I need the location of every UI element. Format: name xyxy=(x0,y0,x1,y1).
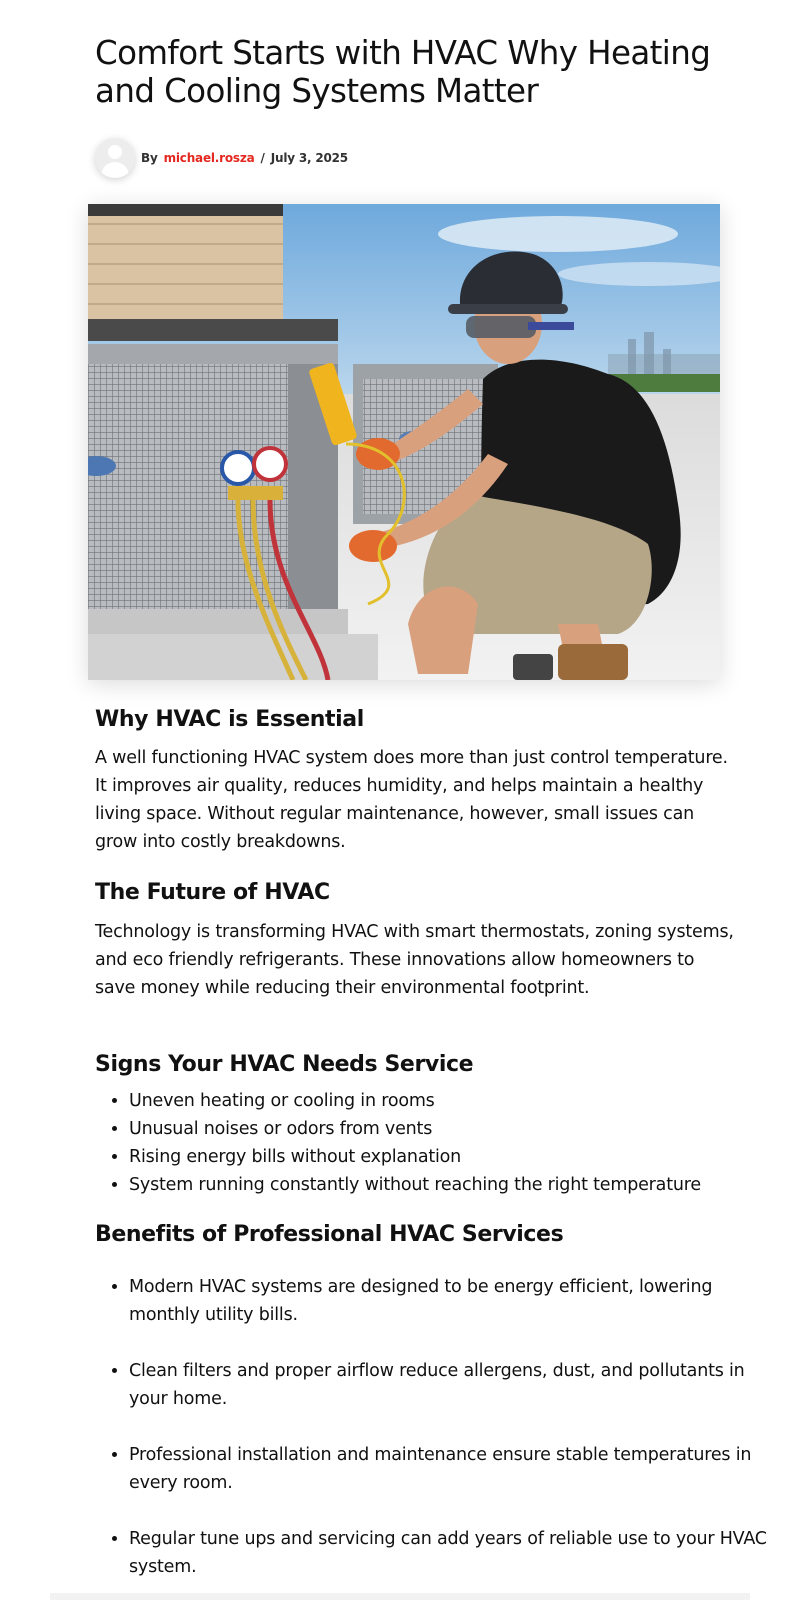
meta-separator: / xyxy=(260,151,265,165)
list-item: • Modern HVAC systems are designed to be energy efficient, lowering monthly utility bills. xyxy=(129,1273,769,1329)
by-label: By xyxy=(141,151,158,165)
section-body-future: Technology is transforming HVAC with smart thermostats, zoning systems, and eco friendly refrigerants. These innovations allow homeowners to save money while reducing their environmental footprint. xyxy=(95,922,734,998)
section-heading-benefits: Benefits of Professional HVAC Services xyxy=(95,1222,564,1247)
list-item: • Uneven heating or cooling in rooms xyxy=(129,1087,769,1115)
section-heading-future: The Future of HVAC xyxy=(95,880,330,905)
list-item: • Rising energy bills without explanation xyxy=(129,1143,769,1171)
list-item: • Unusual noises or odors from vents xyxy=(129,1115,769,1143)
signs-list xyxy=(95,1087,769,1199)
post-meta xyxy=(95,138,348,178)
author-avatar-icon[interactable] xyxy=(95,138,135,178)
list-item: • Professional installation and maintenance ensure stable temperatures in every room. xyxy=(129,1441,769,1497)
post-title: Comfort Starts with HVAC Why Heating and Cooling Systems Matter xyxy=(95,34,711,110)
section-heading-why-essential: Why HVAC is Essential xyxy=(95,707,364,732)
benefits-list xyxy=(95,1273,769,1609)
author-link[interactable]: michael.rosza xyxy=(163,151,255,165)
list-item: • System running constantly without reaching the right temperature xyxy=(129,1171,769,1199)
post-date: July 3, 2025 xyxy=(270,151,348,165)
hero-image xyxy=(88,204,720,680)
section-heading-signs: Signs Your HVAC Needs Service xyxy=(95,1052,474,1077)
page-footer-edge xyxy=(50,1593,750,1600)
section-body-why-essential: A well functioning HVAC system does more than just control temperature. It improves air quality, reduces humidity, and helps maintain a healthy living space. Without regular maintenance, however, small issues can grow into costly breakdowns. xyxy=(95,748,728,852)
list-item: • Regular tune ups and servicing can add years of reliable use to your HVAC system. xyxy=(129,1525,769,1581)
hvac-technician-photo-icon xyxy=(88,204,720,680)
list-item: • Clean filters and proper airflow reduce allergens, dust, and pollutants in your home. xyxy=(129,1357,769,1413)
